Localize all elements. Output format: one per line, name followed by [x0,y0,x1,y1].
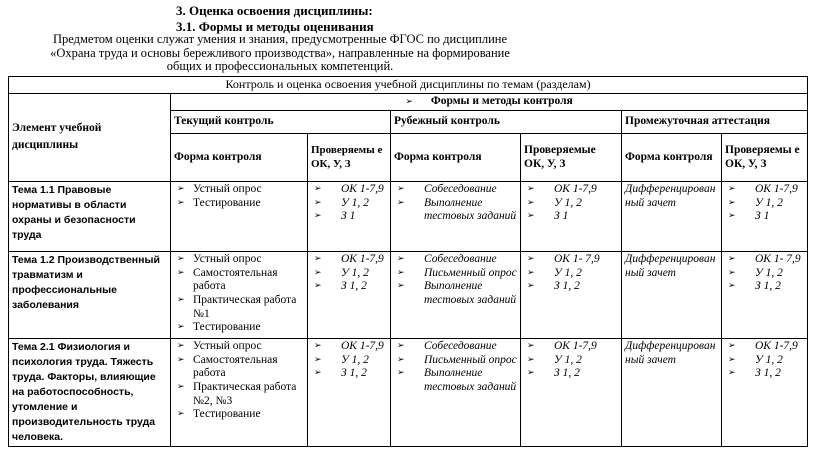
interim-checked-header: Проверяемы е ОК, У, З [722,134,808,182]
interim-form-header: Форма контроля [622,134,722,182]
table-row [9,339,808,447]
list-item: ➢ ОК 1-7,9 [524,183,618,197]
current-checked-cell [308,252,391,339]
list-item: ➢ ОК 1-7,9 [311,253,387,267]
list-item: ➢ Собеседование [394,253,517,267]
list-item: ➢ Самостоятельная работа [174,267,304,294]
theme-cell: Тема 2.1 Физиология и психология труда. Тяжесть труда. Факторы, влияющие на работоспособность, утомление и производительность труда человека. [9,339,171,447]
list-item: ➢ Письменный опрос [394,354,517,368]
list-item: ➢ У 1, 2 [311,267,387,281]
forms-header: ➢ Формы и методы контроля [171,93,808,111]
section-heading: 3. Оценка освоения дисциплины: [176,3,373,18]
list-item: ➢ З 1 [725,210,804,224]
current-forms-cell [171,252,308,339]
current-checked-cell [308,339,391,447]
list-item: ➢ У 1, 2 [725,267,804,281]
list-item: ➢ Практическая работа №2, №3 [174,381,304,408]
list-item: ➢ Выполнение тестовых заданий [394,367,517,394]
table-caption: Контроль и оценка освоения учебной дисциплины по темам (разделам) [9,77,808,94]
intro-paragraph: Предметом оценки служат умения и знания, предусмотренные ФГОС по дисциплине «Охрана труда и основы бережливого производства», направленные на формирование общих и профессиональных компетенций. [50,32,510,73]
list-item: ➢ Тестирование [174,197,304,211]
list-item: ➢ Собеседование [394,340,517,354]
current-form-header: Форма контроля [171,134,308,182]
milestone-forms-cell [391,182,521,252]
list-item: ➢ Самостоятельная работа [174,354,304,381]
list-item: ➢ У 1, 2 [524,197,618,211]
element-column-header: Элемент учебной дисциплины [9,93,171,182]
current-forms-cell [171,339,308,447]
milestone-forms-cell [391,252,521,339]
assessment-table [8,76,808,447]
list-item: ➢ ОК 1- 7,9 [524,253,618,267]
list-item: ➢ У 1, 2 [524,267,618,281]
list-item: ➢ У 1, 2 [524,354,618,368]
list-item: ➢ У 1, 2 [311,354,387,368]
list-item: ➢ Выполнение тестовых заданий [394,280,517,307]
interim-checked-cell [722,182,808,252]
current-control-header: Текущий контроль [171,111,391,134]
milestone-checked-cell [521,182,622,252]
interim-checked-cell [722,339,808,447]
list-item: ➢ Устный опрос [174,340,304,354]
table-row [9,252,808,339]
theme-cell: Тема 1.2 Производственный травматизм и профессиональные заболевания [9,252,171,339]
list-item: ➢ Тестирование [174,408,304,422]
interim-checked-cell [722,252,808,339]
interim-form-cell: Дифференцированный зачет [622,182,722,252]
list-item: ➢ З 1, 2 [311,280,387,294]
list-item: ➢ Выполнение тестовых заданий [394,197,517,224]
list-item: ➢ ОК 1-7,9 [725,183,804,197]
list-item: ➢ Письменный опрос [394,267,517,281]
list-item: ➢ ОК 1-7,9 [524,340,618,354]
list-item: ➢ ОК 1-7,9 [725,340,804,354]
list-item: ➢ Устный опрос [174,253,304,267]
milestone-control-header: Рубежный контроль [391,111,622,134]
list-item: ➢ Собеседование [394,183,517,197]
current-forms-cell [171,182,308,252]
arrow-bullet-icon: ➢ [405,96,413,107]
list-item: ➢ З 1, 2 [311,367,387,381]
milestone-checked-cell [521,252,622,339]
list-item: ➢ З 1 [524,210,618,224]
list-item: ➢ ОК 1- 7,9 [725,253,804,267]
list-item: ➢ Практическая работа №1 [174,294,304,321]
list-item: ➢ У 1, 2 [311,197,387,211]
milestone-checked-cell [521,339,622,447]
interim-attestation-header: Промежуточная аттестация [622,111,808,134]
list-item: ➢ З 1 [311,210,387,224]
list-item: ➢ У 1, 2 [725,354,804,368]
list-item: ➢ З 1, 2 [725,367,804,381]
subsection-heading: 3.1. Формы и методы оценивания [176,19,374,34]
interim-form-cell: Дифференцированный зачет [622,339,722,447]
list-item: ➢ Устный опрос [174,183,304,197]
theme-cell: Тема 1.1 Правовые нормативы в области охраны и безопасности труда [9,182,171,252]
current-checked-cell [308,182,391,252]
list-item: ➢ З 1, 2 [725,280,804,294]
current-checked-header: Проверяемы е ОК, У, З [308,134,391,182]
milestone-form-header: Форма контроля [391,134,521,182]
list-item: ➢ ОК 1-7,9 [311,183,387,197]
list-item: ➢ ОК 1-7,9 [311,340,387,354]
table-row [9,182,808,252]
milestone-forms-cell [391,339,521,447]
list-item: ➢ Тестирование [174,321,304,335]
list-item: ➢ З 1, 2 [524,367,618,381]
milestone-checked-header: Проверяемые ОК, У, З [521,134,622,182]
list-item: ➢ У 1, 2 [725,197,804,211]
list-item: ➢ З 1, 2 [524,280,618,294]
interim-form-cell: Дифференцированный зачет [622,252,722,339]
